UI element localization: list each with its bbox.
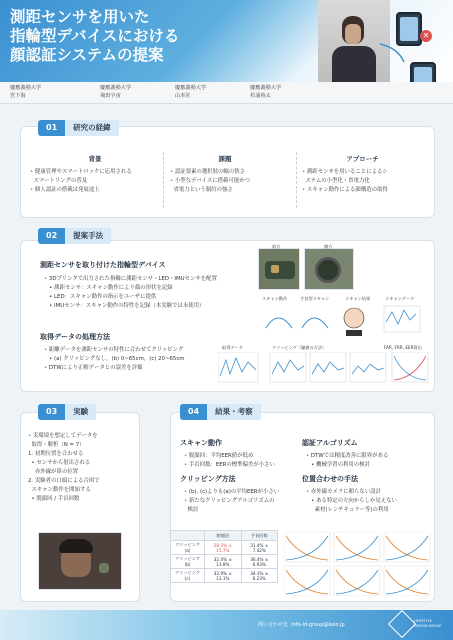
processing-bullets: • 距離データを測距センサの特性に合わせてクリッピング • (a) クリッピングなし，(b) 0~65cm，(c) 20~65cm • DTWにより正解データとの誤差を評価 xyxy=(44,347,185,371)
author-2: 慶應義塾大学 飛田宇宙 xyxy=(100,85,132,99)
fig-label-scan-action: スキャン動作 xyxy=(262,296,288,301)
experiment-photo xyxy=(38,532,122,590)
fig-label-side: 側方 xyxy=(324,244,333,249)
section-02-tag: 02 提案手法 xyxy=(38,228,111,244)
phone-icon xyxy=(396,12,422,46)
author-4: 慶應義塾大学 杉浦裕太 xyxy=(250,85,282,99)
background-bullets: • 健康管理やスマートロックに応用される スマートリングの普及 • 個人認証の搭載は発展途上 xyxy=(30,169,132,193)
arrow-icon xyxy=(378,42,408,64)
processing-heading: 取得データの処理方法 xyxy=(40,333,110,341)
fig-label-scan-data: スキャンデータ xyxy=(385,296,415,301)
poster-title xyxy=(10,8,240,65)
approach-bullets: • 測距センサを用いることによるシ ステムの小型化・省電力化 • スキャン動作による顔構造の取得 xyxy=(302,169,388,193)
processing-plots xyxy=(218,352,430,386)
fig-label-hand-scan: 手首型スキャン xyxy=(300,296,330,301)
section-04-tag: 04 結果・考察 xyxy=(180,404,261,420)
authors-bar xyxy=(0,82,453,104)
author-1: 慶應義塾大学 宮下海 xyxy=(10,85,42,99)
contact-info: 問い合わせ先 info-ld-group@keio.jp xyxy=(258,622,345,628)
title-line-3: 顔認証システムの提案 xyxy=(10,46,164,64)
lab-logo-text: LIFESTYLE DESIGN GROUP xyxy=(414,619,442,628)
table-row: クリッピング(b) 32.4% ± 13.8% 36.4% ± 6.93% xyxy=(171,555,278,569)
ring-photo-side xyxy=(304,248,354,290)
divider xyxy=(163,152,164,208)
device-bullets: • 3Dプリンタで出力された指輪に測距センサ・LED・IMUセンサを配置 • 測距センサ：スキャン動作により顔の形状を記録 • LED：スキャン動作の指示をユーザに提供 • IMUセンサ：スキャン動作の特性を記録（本実験では未使用） xyxy=(44,276,217,309)
scan-motion-bullets: • 脱顔回：平均EER値が低め • 手首回数：EERの標準偏差が小さい xyxy=(184,453,275,468)
auth-algorithm-heading: 認証アルゴリズム xyxy=(302,439,358,447)
alignment-heading: 位置合わせの手法 xyxy=(302,475,358,483)
author-3: 慶應義塾大学 山本匠 xyxy=(175,85,207,99)
scan-diagram xyxy=(258,302,428,338)
far-frr-charts xyxy=(284,532,432,596)
table-row: クリッピング(a) 28.3% ± 15.7% 31.4% ± 7.42% xyxy=(171,541,278,555)
section-03-tag: 03 実験 xyxy=(38,404,96,420)
title-line-1: 測距センサを用いた xyxy=(10,8,150,26)
fig-label-raw-data: 取得データ xyxy=(222,345,243,350)
scan-motion-heading: スキャン動作 xyxy=(180,439,222,447)
auth-algorithm-bullets: • DTWでは精度改善に限界がある • 機械学習の利用の検討 xyxy=(306,453,389,468)
table-row: クリッピング(c) 32.9% ± 13.1% 34.3% ± 6.23% xyxy=(171,569,278,583)
clipping-method-heading: クリッピング方法 xyxy=(180,475,236,483)
fig-label-scan-result: スキャン結果 xyxy=(345,296,371,301)
experiment-bullets: • 実環境を想定してデータを 取得・解析（N = 7） 1. 初期位置を合わせる • センサから射出される 赤外線が鼻の位置 2. 実験者の口頭による合図で スキャン動作を開始する • 脱顔回 / 手首回数 xyxy=(28,433,100,502)
clipping-method-bullets: • (b), (c)よりも(a)の平均EERが小さい • 新たなクリッピングアルゴリズムの 検討 xyxy=(184,489,280,513)
problem-bullets: • 認証要素の選択肢の幅の狭さ • 小型なデバイスに搭載可能かつ 省電力という制約の強さ xyxy=(170,169,250,193)
fig-label-clipping: クリッピング（閾値の方法） xyxy=(272,345,327,350)
poster-footer xyxy=(0,610,453,640)
results-table xyxy=(170,530,278,583)
section-01-tag: 01 研究の経緯 xyxy=(38,120,119,136)
alignment-bullets: • 赤外線カメラに頼らない設計 • ある特定の方向からしか見えない 素材(レンチキュラー等)の利用 xyxy=(306,489,397,513)
device-heading: 測距センサを取り付けた指輪型デバイス xyxy=(40,261,166,269)
fig-label-front: 前方 xyxy=(272,244,281,249)
fig-label-far-frr: FAR, FRR, EER算出 xyxy=(384,345,422,350)
lab-logo-icon xyxy=(388,610,416,638)
cross-icon: ✕ xyxy=(420,30,432,42)
ring-photo-front xyxy=(258,248,300,290)
title-line-2: 指輪型デバイスにおける xyxy=(10,27,180,45)
divider xyxy=(296,152,297,208)
approach-heading: アプローチ xyxy=(346,155,379,163)
background-heading: 背景 xyxy=(88,155,102,163)
problem-heading: 課題 xyxy=(218,155,232,163)
table-header-row: 脱顔回 手首回数 xyxy=(171,531,278,541)
